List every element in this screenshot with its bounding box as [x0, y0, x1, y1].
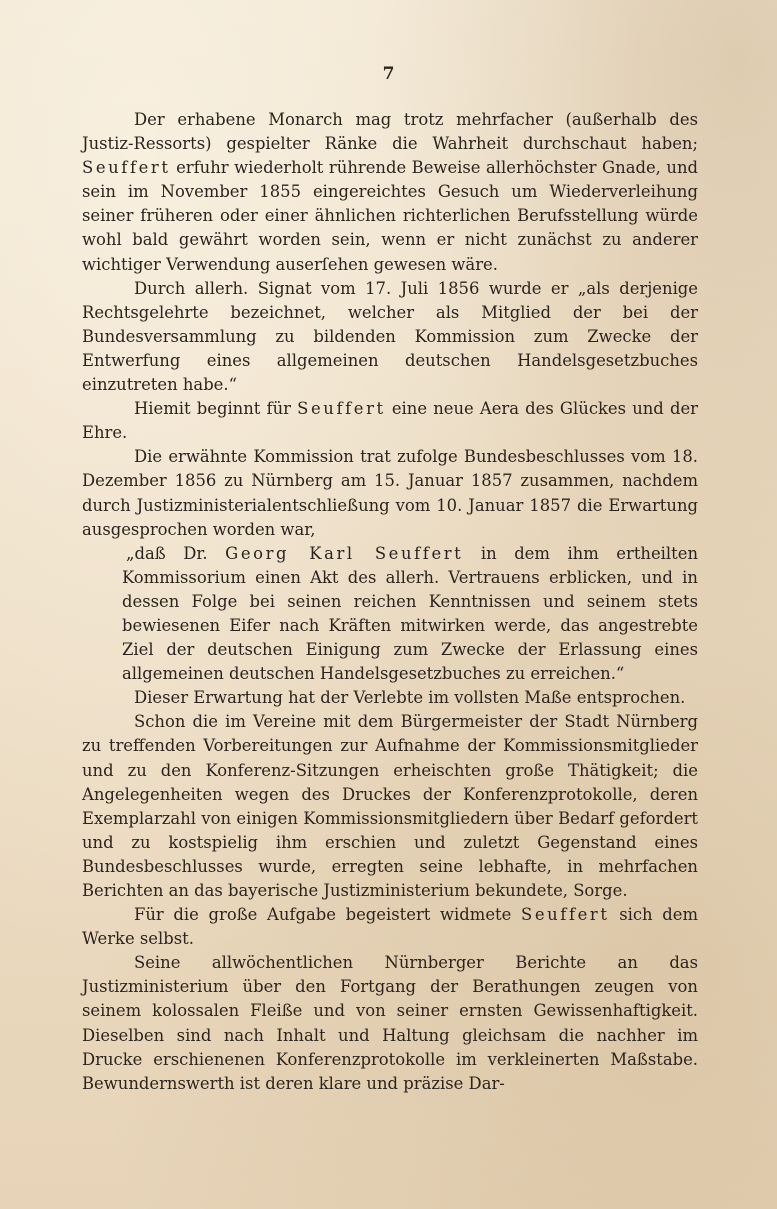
text-segment: Hiemit beginnt für [134, 399, 298, 419]
emphasized-name: Seuffert [82, 158, 171, 178]
text-segment: Schon die im Vereine mit dem Bürgermeister der Stadt Nürnberg zu treffenden Vorbereitungen zur Aufnahme der Kommissionsmitglieder und zu den Konferenz-Sitzungen erheischten große Thätigkeit; die Angelegenheiten wegen des Druckes der Konferenzprotokolle, deren Exemplarzahl von einigen Kommissionsmitgliedern über Bedarf gefordert und zu kostspielig ihm erschien und zuletzt Gegenstand eines Bundesbeschlusses wurde, erregten seine lebhafte, in mehrfachen Berichten an das bayerische Justizministerium bekundete, Sorge. [82, 712, 698, 900]
text-segment: Für die große Aufgabe begeistert widmete [134, 905, 521, 925]
emphasized-name: Georg Karl Seuffert [225, 543, 464, 563]
text-segment: in dem ihm ertheilten Kommissorium einen Akt des allerh. Vertrauens erblicken, und in dessen Folge bei seinen reichen Kenntnissen und seinem stets bewiesenen Eifer nach Kräften mitwirken werde, das angestrebte Ziel der deutschen Einigung zum Zwecke der Erlassung eines allgemeinen deutschen Handelsgesetzbuches zu erreichen.“ [122, 543, 698, 684]
text-segment: Dieser Erwartung hat der Verlebte im vollsten Maße entsprochen. [134, 688, 686, 708]
paragraph [82, 710, 698, 903]
paragraph [82, 686, 698, 710]
text-segment: „daß Dr. [126, 543, 226, 563]
paragraph [82, 108, 698, 277]
paragraph [82, 903, 698, 951]
body-text [82, 108, 698, 1096]
text-segment: sich dem Werke selbst. [82, 905, 699, 949]
text-segment: erfuhr wiederholt rührende Beweise allerhöchster Gnade, und sein im November 1855 eingereichtes Gesuch um Wiederverleihung seiner früheren oder einer ähnlichen richterlichen Berufsstellung würde wohl bald gewährt worden sein, wenn er nicht zunächst zu anderer wichtiger Verwendung auserſehen gewesen wäre. [82, 158, 698, 274]
paragraph [82, 951, 698, 1096]
text-segment: Die erwähnte Kommission trat zufolge Bundesbeschlusses vom 18. Dezember 1856 zu Nürnberg am 15. Januar 1857 zusammen, nachdem durch Justizministerialentschließung vom 10. Januar 1857 die Erwartung ausgesprochen worden war, [82, 447, 698, 539]
emphasized-name: Seuffert [297, 399, 386, 419]
text-segment: Seine allwöchentlichen Nürnberger Berichte an das Justizministerium über den Fortgang der Berathungen zeugen von seinem kolossalen Fleiße und von seiner ernsten Gewissenhaftigkeit. Dieselben sind nach Inhalt und Haltung gleichsam die nachher im Drucke erschienenen Konferenzprotokolle im verkleinerten Maßstabe. Bewundernswerth ist deren klare und präzise Dar- [82, 953, 698, 1093]
paragraph [82, 397, 698, 445]
text-segment: Der erhabene Monarch mag trotz mehrfacher (außerhalb des Justiz-Ressorts) gespielter Ränke die Wahrheit durchschaut haben; [82, 110, 698, 154]
block-quote [122, 542, 698, 687]
paragraph [82, 277, 698, 397]
paragraph [82, 445, 698, 541]
text-segment: Durch allerh. Signat vom 17. Juli 1856 wurde er „als derjenige Rechtsgelehrte bezeichnet, welcher als Mitglied der bei der Bundesversammlung zu bildenden Kommission zum Zwecke der Entwerfung eines allgemeinen deutschen Handelsgesetzbuches einzutreten habe.“ [82, 278, 698, 395]
text-segment: eine neue Aera des Glückes und der Ehre. [82, 399, 698, 443]
emphasized-name: Seuffert [521, 905, 610, 925]
page-number: 7 [382, 64, 395, 84]
